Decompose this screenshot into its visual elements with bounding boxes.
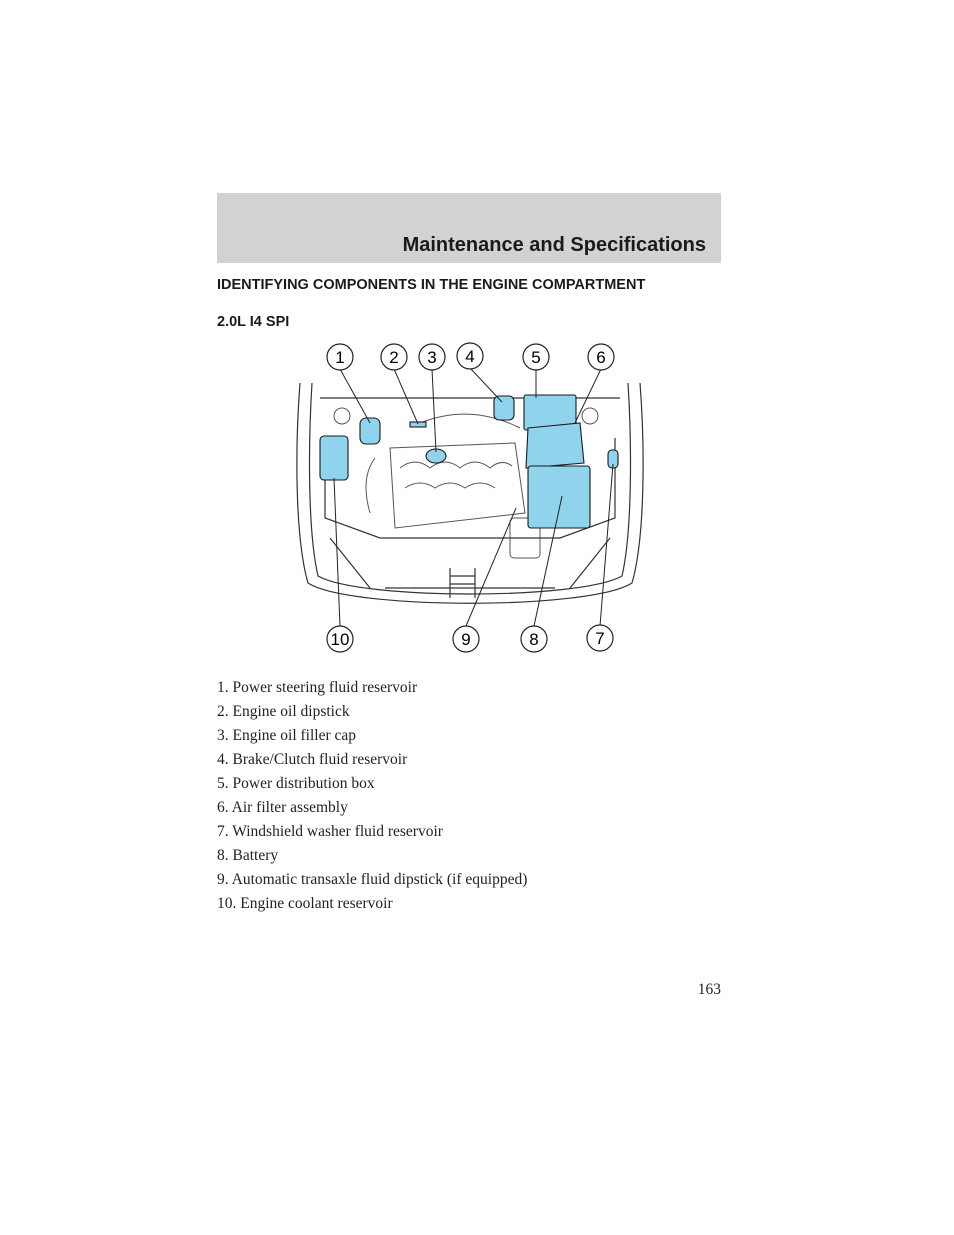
callout-5: [523, 344, 549, 370]
svg-text:6: 6: [596, 348, 606, 367]
brake-reservoir-shape: [494, 396, 514, 420]
list-item: 1. Power steering fluid reservoir: [217, 679, 418, 696]
list-item: 2. Engine oil dipstick: [217, 703, 350, 720]
callout-9: [453, 626, 479, 652]
engine-compartment-diagram: [290, 338, 650, 658]
list-item: 4. Brake/Clutch fluid reservoir: [217, 751, 408, 768]
car-body-outline: [297, 383, 643, 603]
page-title: Maintenance and Specifications: [402, 234, 706, 256]
list-item: 10. Engine coolant reservoir: [217, 895, 393, 912]
engine-label: 2.0L I4 SPI: [217, 314, 290, 330]
svg-text:7: 7: [595, 629, 605, 648]
header-band: [217, 193, 721, 263]
callout-10: [327, 626, 353, 652]
callout-3: [419, 344, 445, 370]
svg-text:3: 3: [427, 348, 437, 367]
svg-text:8: 8: [529, 630, 539, 649]
list-item: 5. Power distribution box: [217, 775, 375, 792]
highlighted-components: [320, 395, 618, 528]
svg-text:9: 9: [461, 630, 471, 649]
list-item: 8. Battery: [217, 847, 279, 864]
callout-2: [381, 344, 407, 370]
callout-6: [588, 344, 614, 370]
component-list: [217, 676, 527, 916]
svg-text:5: 5: [531, 348, 541, 367]
list-item: 6. Air filter assembly: [217, 799, 348, 816]
callout-7: [587, 625, 613, 651]
section-heading: IDENTIFYING COMPONENTS IN THE ENGINE COMPARTMENT: [217, 277, 646, 293]
list-item: 9. Automatic transaxle fluid dipstick (if equipped): [217, 871, 528, 888]
power-steering-reservoir-shape: [360, 418, 380, 444]
air-filter-shape: [526, 423, 584, 468]
svg-text:10: 10: [330, 630, 350, 649]
callout-4: [457, 343, 483, 369]
engine-diagram-svg: [290, 338, 650, 658]
battery-shape: [528, 466, 590, 528]
svg-text:1: 1: [335, 348, 345, 367]
svg-text:2: 2: [389, 348, 399, 367]
callout-1: [327, 344, 353, 370]
callout-8: [521, 626, 547, 652]
coolant-reservoir-shape: [320, 436, 348, 480]
list-item: 3. Engine oil filler cap: [217, 727, 357, 744]
list-item: 7. Windshield washer fluid reservoir: [217, 823, 443, 840]
svg-text:4: 4: [465, 347, 475, 366]
page-number: 163: [697, 981, 721, 998]
